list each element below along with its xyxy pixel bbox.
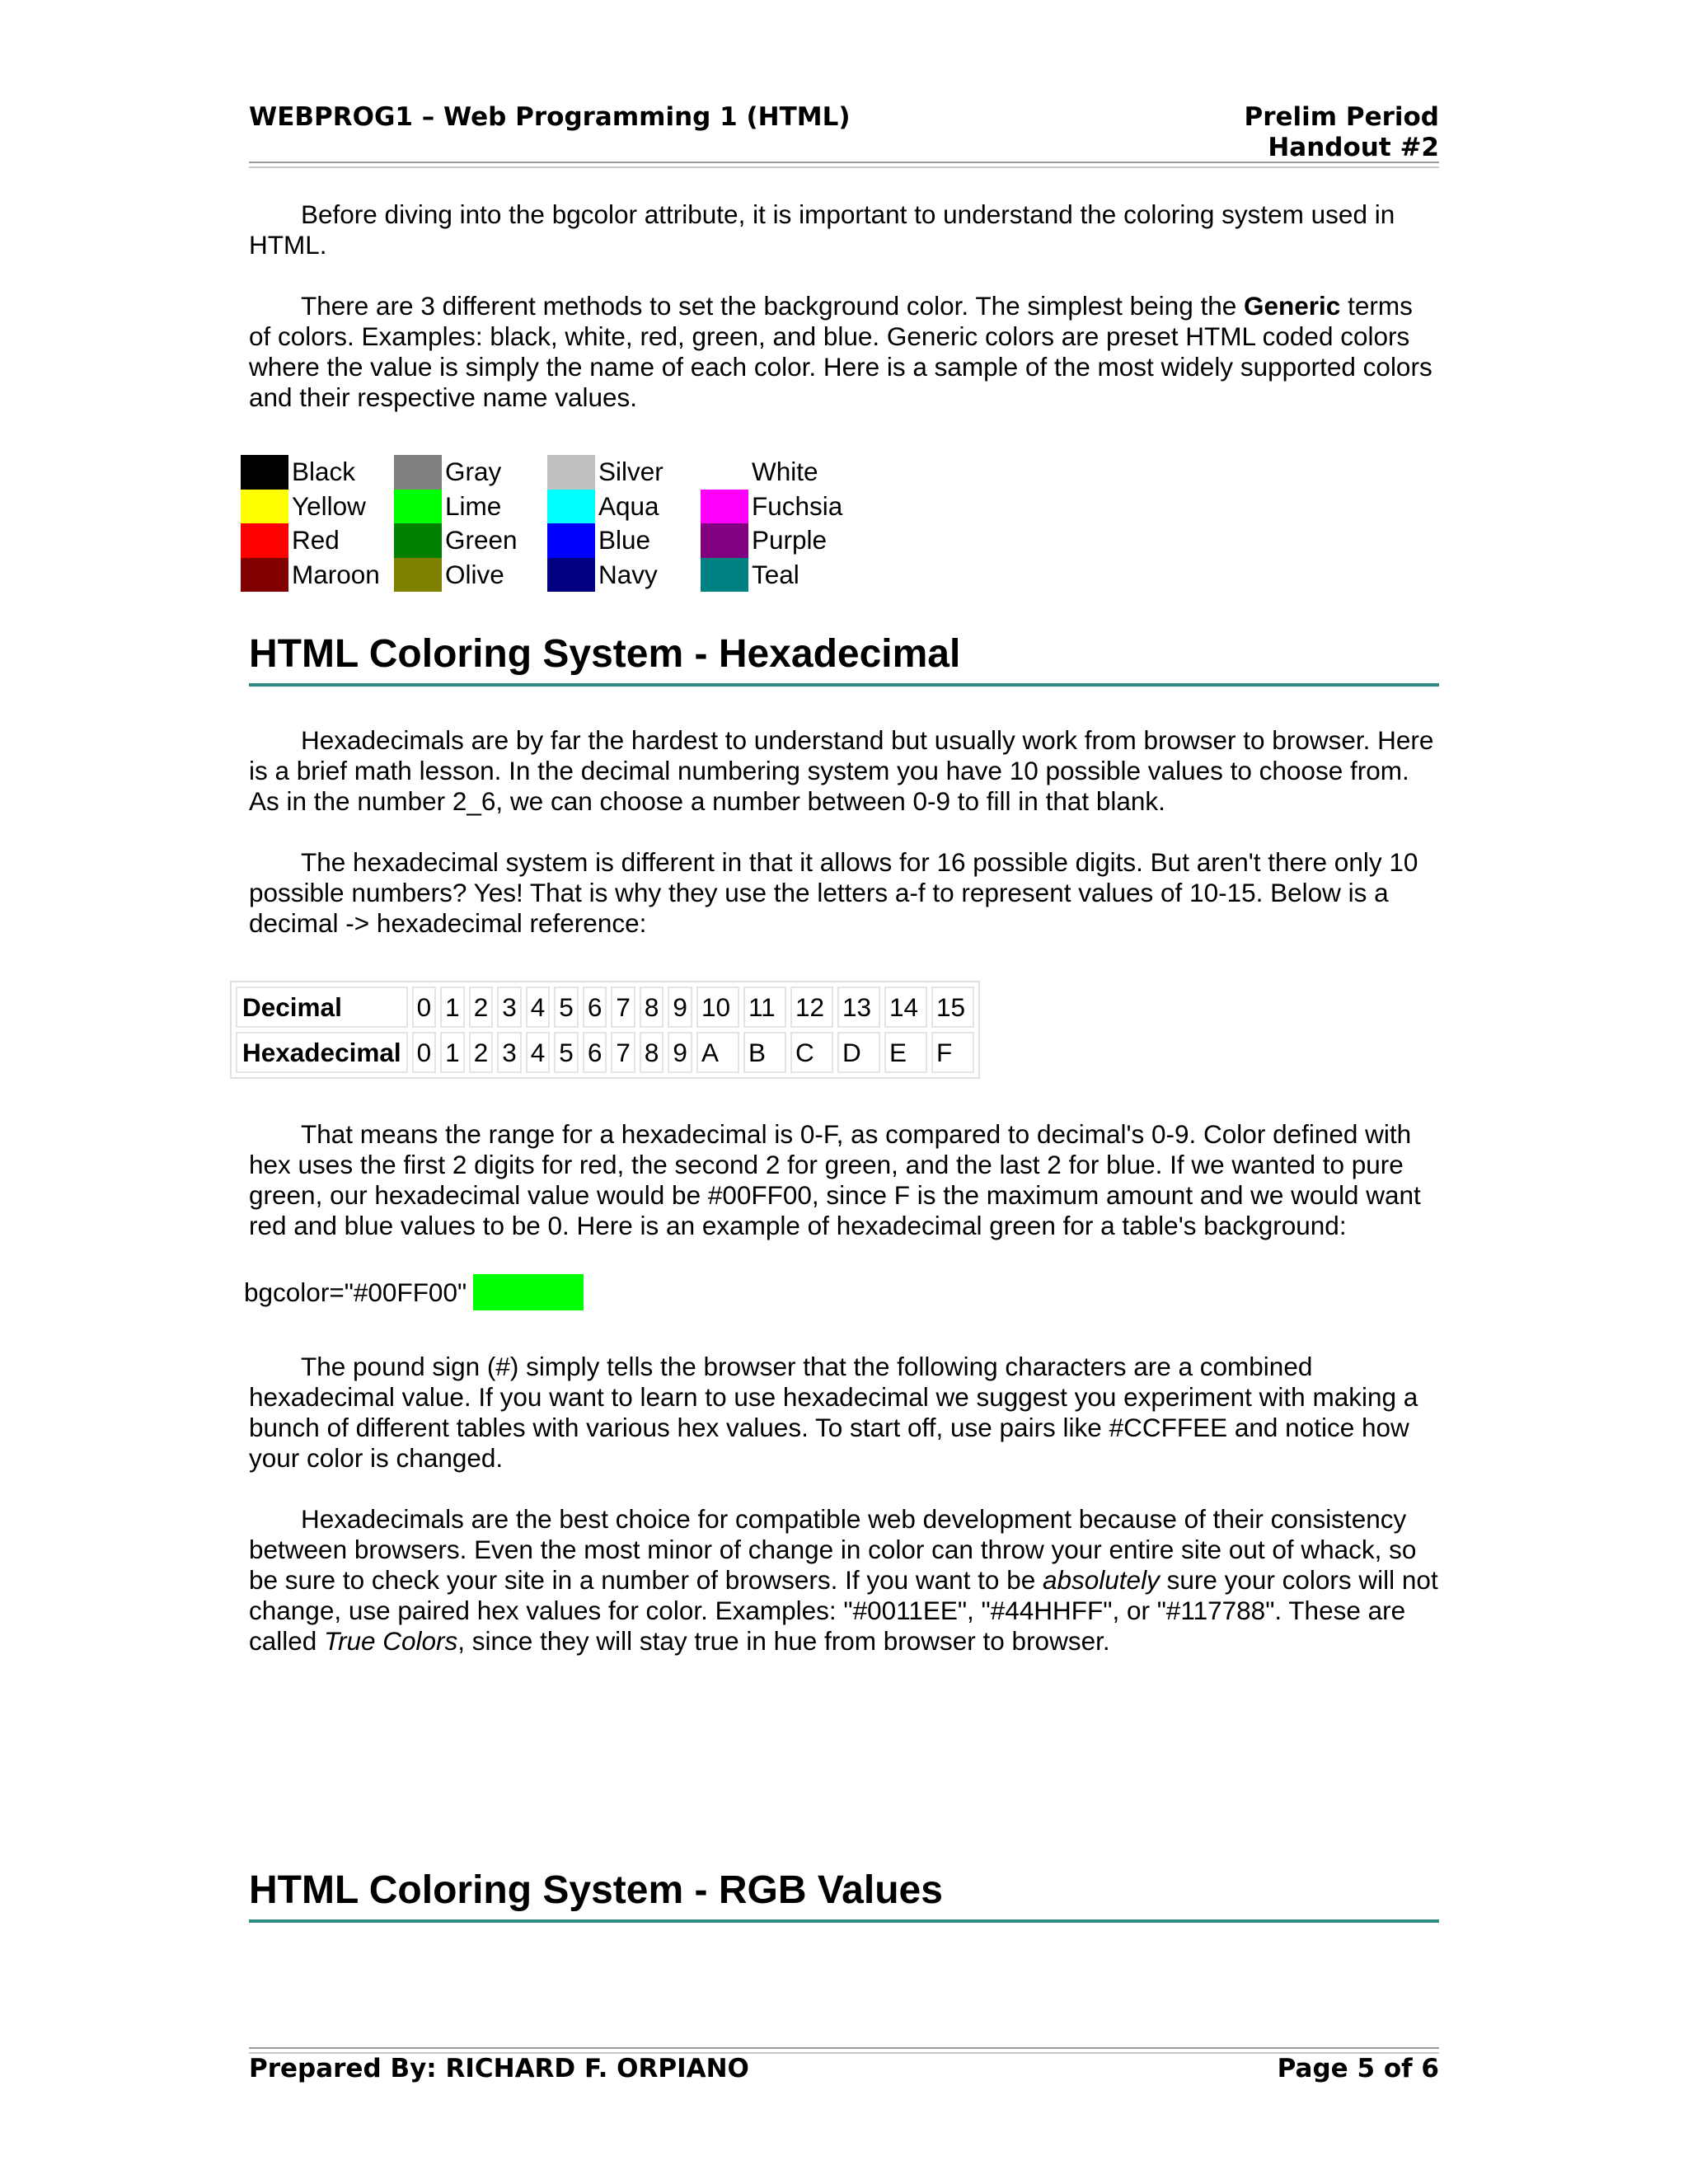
table-cell: C [790, 1032, 833, 1073]
table-cell: 4 [526, 987, 551, 1028]
hex-paragraph-1: Hexadecimals are by far the hardest to understand but usually work from browser to browser. Here is a brief math lesson. In the decimal numbering system you have 10 possible values to choose from. As in the number 2_6, we can choose a number between 0-9 to fill in that blank. [249, 725, 1434, 816]
swatch-box [241, 455, 288, 490]
course-title: WEBPROG1 – Web Programming 1 (HTML) [249, 102, 851, 132]
color-swatch-blue [547, 523, 701, 558]
table-cell: 3 [497, 987, 522, 1028]
hexadecimal-row [236, 1032, 974, 1073]
swatch-row [241, 490, 854, 524]
table-cell: 6 [583, 1032, 607, 1073]
table-cell: 0 [412, 1032, 437, 1073]
table-cell: 15 [931, 987, 974, 1028]
color-swatch-olive [394, 558, 547, 593]
table-cell: 11 [743, 987, 786, 1028]
table-cell: 5 [554, 987, 579, 1028]
swatch-label: Olive [445, 559, 504, 589]
swatch-label: White [752, 457, 818, 487]
color-swatch-white [701, 455, 854, 490]
swatch-label: Aqua [598, 490, 659, 521]
swatch-row [241, 455, 854, 490]
prepared-by: Prepared By: RICHARD F. ORPIANO [249, 2054, 749, 2083]
table-cell: 10 [696, 987, 739, 1028]
period-info [1244, 102, 1439, 163]
table-cell: B [743, 1032, 786, 1073]
table-cell: 2 [469, 987, 494, 1028]
swatch-box [241, 490, 288, 524]
swatch-box [394, 455, 442, 490]
color-swatch-yellow [241, 490, 394, 524]
swatch-box [241, 523, 288, 558]
table-cell: 0 [412, 987, 437, 1028]
decimal-hex-table [230, 981, 980, 1079]
rgb-section-heading: HTML Coloring System - RGB Values [249, 1868, 1439, 1923]
intro-paragraph-2: There are 3 different methods to set the background color. The simplest being the Generic terms of colors. Examples: black, white, red, green, and blue. Generic colors are preset HTML coded colors where the value is simply the name of each color. Here is a sample of the most widely supported colors and their respective name values. [249, 291, 1432, 412]
swatch-label: Silver [598, 457, 663, 487]
color-swatch-lime [394, 490, 547, 524]
swatch-label: Gray [445, 457, 502, 487]
table-cell: 9 [668, 987, 692, 1028]
swatch-label: Black [292, 457, 356, 487]
swatch-box [394, 558, 442, 593]
color-swatch-grid [241, 455, 854, 592]
swatch-label: Purple [752, 525, 828, 555]
page-header [249, 97, 1439, 163]
table-cell: 9 [668, 1032, 692, 1073]
swatch-label: Fuchsia [752, 490, 843, 521]
swatch-box [547, 455, 595, 490]
table-cell: F [931, 1032, 974, 1073]
table-cell: 8 [640, 987, 664, 1028]
table-cell: E [884, 1032, 927, 1073]
decimal-row-label: Decimal [236, 987, 408, 1028]
table-cell: 12 [790, 987, 833, 1028]
swatch-label: Lime [445, 490, 502, 521]
color-swatch-green [394, 523, 547, 558]
green-swatch [473, 1274, 584, 1310]
swatch-label: Teal [752, 559, 799, 589]
hex-section-heading: HTML Coloring System - Hexadecimal [249, 631, 1439, 687]
color-swatch-gray [394, 455, 547, 490]
swatch-label: Navy [598, 559, 658, 589]
footer-rule [249, 2047, 1439, 2054]
swatch-box [394, 523, 442, 558]
intro-section [249, 199, 1439, 413]
color-swatch-silver [547, 455, 701, 490]
swatch-box [701, 490, 748, 524]
swatch-box [547, 523, 595, 558]
table-cell: 8 [640, 1032, 664, 1073]
page-number: Page 5 of 6 [1277, 2054, 1439, 2083]
handout-label: Handout #2 [1268, 133, 1439, 162]
color-swatch-black [241, 455, 394, 490]
table-cell: 13 [837, 987, 880, 1028]
bgcolor-example-label: bgcolor="#00FF00" [244, 1277, 467, 1307]
table-cell: 6 [583, 987, 607, 1028]
color-swatch-maroon [241, 558, 394, 593]
table-cell: D [837, 1032, 880, 1073]
hex-paragraph-2: The hexadecimal system is different in that it allows for 16 possible digits. But aren't there only 10 possible numbers? Yes! That is why they use the letters a-f to represent values of 10-15. Below is a decimal -> hexadecimal reference: [249, 847, 1418, 938]
swatch-box [701, 523, 748, 558]
color-swatch-teal [701, 558, 854, 593]
table-cell: A [696, 1032, 739, 1073]
period-label: Prelim Period [1244, 102, 1439, 132]
table-cell: 5 [554, 1032, 579, 1073]
table-cell: 1 [440, 987, 465, 1028]
swatch-label: Blue [598, 525, 651, 555]
bgcolor-example [244, 1274, 584, 1310]
hex-closing [249, 1352, 1439, 1657]
table-cell: 4 [526, 1032, 551, 1073]
swatch-box [547, 490, 595, 524]
swatch-box [241, 558, 288, 593]
table-cell: 14 [884, 987, 927, 1028]
color-swatch-navy [547, 558, 701, 593]
color-swatch-red [241, 523, 394, 558]
swatch-box [701, 558, 748, 593]
swatch-label: Maroon [292, 559, 380, 589]
color-swatch-fuchsia [701, 490, 854, 524]
swatch-box [547, 558, 595, 593]
swatch-label: Green [445, 525, 518, 555]
swatch-label: Red [292, 525, 340, 555]
table-cell: 7 [611, 1032, 635, 1073]
table-cell: 2 [469, 1032, 494, 1073]
hex-paragraph-3: That means the range for a hexadecimal is 0-F, as compared to decimal's 0-9. Color defined with hex uses the first 2 digits for red, the second 2 for green, and the last 2 for blue. If we wanted to pure green, our hexadecimal value would be #00FF00, since F is the maximum amount and we would want red and blue values to be 0. Here is an example of hexadecimal green for a table's background: [249, 1119, 1421, 1240]
swatch-row [241, 558, 854, 593]
table-cell: 7 [611, 987, 635, 1028]
table-cell: 3 [497, 1032, 522, 1073]
header-rule [249, 162, 1439, 168]
color-swatch-aqua [547, 490, 701, 524]
hex-paragraph-5: Hexadecimals are the best choice for compatible web development because of their consistency between browsers. Even the most minor of change in color can throw your entire site out of whack, so be sure to check your site in a number of browsers. If you want to be absolutely sure your colors will not change, use paired hex values for color. Examples: "#0011EE", "#44HHFF", or "#117788". These are called True Colors, since they will stay true in hue from browser to browser. [249, 1504, 1438, 1656]
intro-paragraph-1: Before diving into the bgcolor attribute, it is important to understand the coloring system used in HTML. [249, 199, 1395, 260]
swatch-label: Yellow [292, 490, 366, 521]
hex-intro [249, 725, 1439, 939]
hexadecimal-row-label: Hexadecimal [236, 1032, 408, 1073]
swatch-box [394, 490, 442, 524]
swatch-row [241, 523, 854, 558]
table-cell: 1 [440, 1032, 465, 1073]
decimal-row [236, 987, 974, 1028]
hex-paragraph-4: The pound sign (#) simply tells the browser that the following characters are a combined hexadecimal value. If you want to learn to use hexadecimal we suggest you experiment with making a bunch of different tables with various hex values. To start off, use pairs like #CCFFEE and notice how your color is changed. [249, 1352, 1418, 1473]
hex-explanation [249, 1119, 1439, 1241]
swatch-box [701, 455, 748, 490]
color-swatch-purple [701, 523, 854, 558]
